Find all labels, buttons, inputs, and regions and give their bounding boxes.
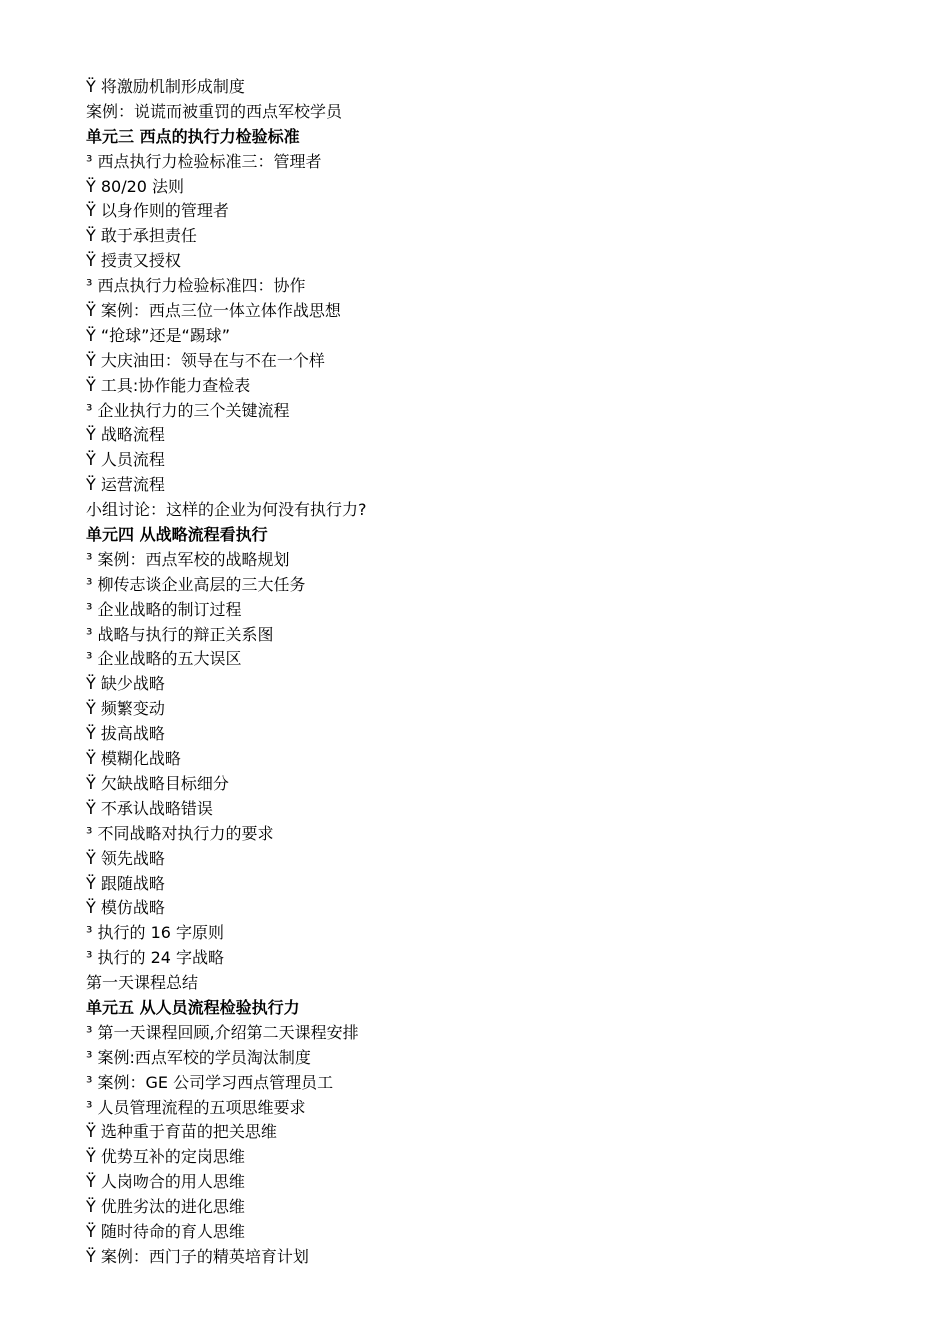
document-line: ³ 西点执行力检验标准三：管理者 (86, 151, 322, 171)
document-line: Ÿ 人岗吻合的用人思维 (86, 1172, 245, 1192)
document-line: Ÿ 频繁变动 (86, 699, 165, 719)
section-heading: 单元三 西点的执行力检验标准 (86, 126, 300, 146)
document-line: Ÿ 优势互补的定岗思维 (86, 1147, 245, 1167)
document-line: Ÿ 选种重于育苗的把关思维 (86, 1122, 277, 1142)
document-line: Ÿ 大庆油田：领导在与不在一个样 (86, 350, 325, 370)
document-line: Ÿ 领先战略 (86, 848, 165, 868)
document-line: Ÿ 授责又授权 (86, 251, 181, 271)
document-line: ³ 执行的 16 字原则 (86, 923, 225, 943)
document-line: Ÿ 优胜劣汰的进化思维 (86, 1197, 245, 1217)
document-line: Ÿ 缺少战略 (86, 674, 165, 694)
document-line: ³ 人员管理流程的五项思维要求 (86, 1097, 306, 1117)
document-line: Ÿ 案例：西点三位一体立体作战思想 (86, 301, 341, 321)
document-line: ³ 案例：西点军校的战略规划 (86, 549, 290, 569)
section-heading: 单元五 从人员流程检验执行力 (86, 997, 300, 1017)
document-line: Ÿ 案例：西门子的精英培育计划 (86, 1246, 309, 1266)
document-line: 第一天课程总结 (86, 973, 199, 993)
document-line: ³ 第一天课程回顾,介绍第二天课程安排 (86, 1022, 359, 1042)
document-line: Ÿ 模仿战略 (86, 898, 165, 918)
section-heading: 单元四 从战略流程看执行 (86, 525, 268, 545)
document-line: Ÿ 敢于承担责任 (86, 226, 197, 246)
document-line: ³ 企业战略的制订过程 (86, 599, 242, 619)
document-line: Ÿ 不承认战略错误 (86, 798, 213, 818)
document-line: Ÿ “抢球”还是“踢球” (86, 325, 231, 345)
document-line: Ÿ 战略流程 (86, 425, 165, 445)
document-line: 小组讨论：这样的企业为何没有执行力? (86, 500, 367, 520)
document-line: ³ 执行的 24 字战略 (86, 948, 225, 968)
document-line: Ÿ 工具:协作能力查检表 (86, 375, 251, 395)
document-line: Ÿ 拔高战略 (86, 724, 165, 744)
document-line: Ÿ 将激励机制形成制度 (86, 77, 245, 96)
document-line: Ÿ 模糊化战略 (86, 749, 181, 769)
document-page (86, 75, 906, 1270)
document-line: ³ 案例:西点军校的学员淘汰制度 (86, 1047, 311, 1067)
document-line: Ÿ 80/20 法则 (86, 176, 185, 196)
document-line: ³ 西点执行力检验标准四：协作 (86, 276, 306, 296)
document-line: ³ 企业执行力的三个关键流程 (86, 400, 290, 420)
document-line: ³ 不同战略对执行力的要求 (86, 823, 274, 843)
document-line: Ÿ 以身作则的管理者 (86, 201, 229, 221)
document-line: ³ 柳传志谈企业高层的三大任务 (86, 574, 306, 594)
document-line: ³ 战略与执行的辩正关系图 (86, 624, 274, 644)
document-line: ³ 企业战略的五大误区 (86, 649, 242, 669)
document-line: Ÿ 人员流程 (86, 450, 165, 470)
document-line: Ÿ 运营流程 (86, 475, 165, 495)
document-line: Ÿ 随时待命的育人思维 (86, 1221, 245, 1241)
document-line: Ÿ 跟随战略 (86, 873, 165, 893)
document-line: 案例：说谎而被重罚的西点军校学员 (86, 101, 343, 121)
document-line: Ÿ 欠缺战略目标细分 (86, 773, 229, 793)
document-line: ³ 案例：GE 公司学习西点管理员工 (86, 1072, 334, 1092)
